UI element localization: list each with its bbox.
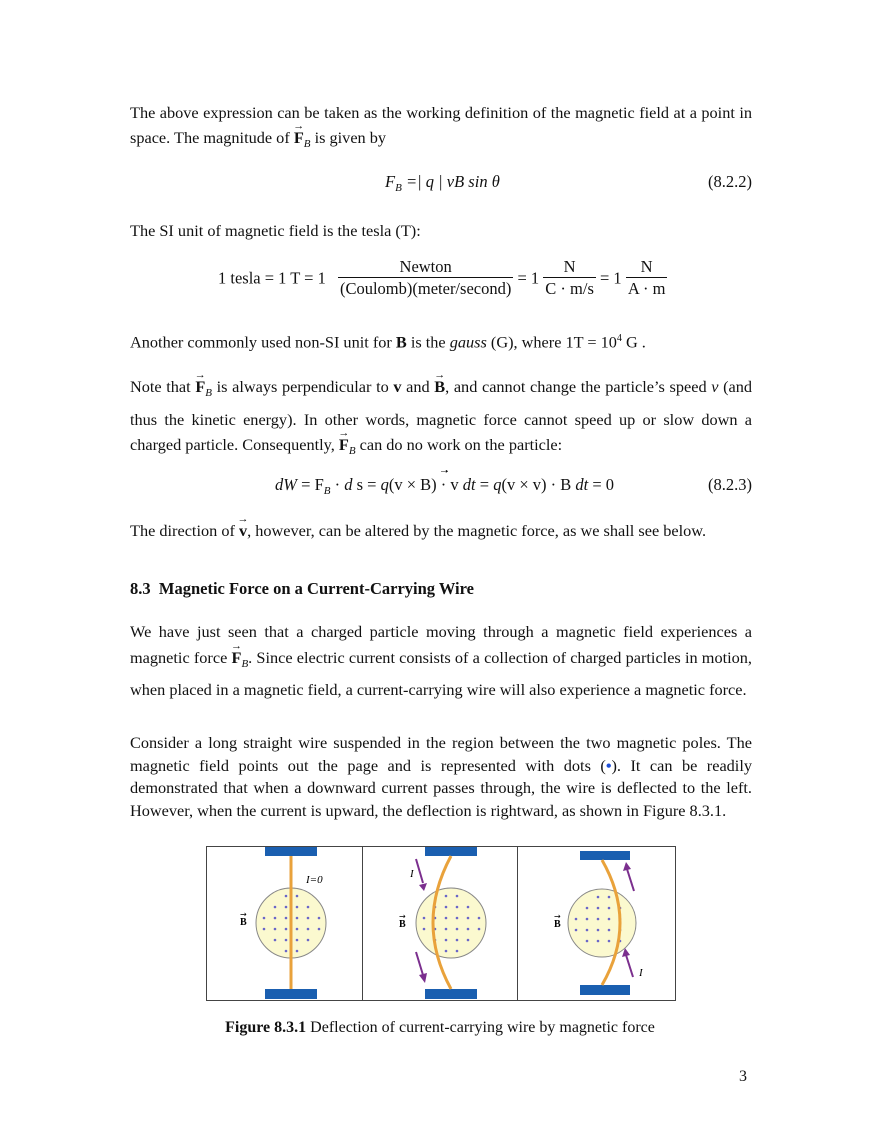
paragraph-direction: The direction of → v, however, can be altered by the magnetic force, as we shall see below.: [130, 518, 752, 543]
field-dot: [274, 928, 277, 931]
field-region: [416, 888, 486, 958]
figure-caption: Figure 8.3.1 Deflection of current-carrying wire by magnetic force: [225, 1019, 655, 1036]
field-dot: [456, 939, 459, 942]
field-dot: [467, 906, 470, 909]
equation-tesla: 1 tesla = 1 T = 1 $\frac{\text{Newton}}{\text{(Coulomb)(meter/second)}}$ = 1 $\frac{N}{C \cdot m/s}$ = 1 $\frac{N}{A \cdot m}$: [218, 257, 666, 298]
field-dot: [597, 907, 600, 910]
paragraph-definition: The above expression can be taken as the working definition of the magnetic field at a point in space. The magnitude of → $F_B$ is given by: [130, 100, 752, 157]
field-dot: [608, 940, 611, 943]
field-dot: [285, 950, 288, 953]
field-dot: [445, 928, 448, 931]
field-dot: [597, 918, 600, 921]
field-dot: [597, 896, 600, 899]
field-dot: [285, 906, 288, 909]
section-heading: 8.3 Magnetic Force on a Current-Carrying Wire: [130, 579, 474, 598]
field-dot: [285, 939, 288, 942]
field-vector-arrow: →: [240, 910, 247, 919]
field-dot: [274, 939, 277, 942]
magnet-pole-top: [580, 851, 630, 860]
field-dot: [478, 928, 481, 931]
page-number: 3: [739, 1068, 747, 1085]
panel-upward-current: [517, 847, 673, 1000]
current-arrow-top: [416, 859, 423, 883]
field-dot: [456, 950, 459, 953]
field-label: B: [240, 917, 247, 928]
field-dot: [318, 917, 321, 920]
field-dot: [597, 940, 600, 943]
field-region: [568, 889, 636, 957]
field-dot: [456, 895, 459, 898]
field-dot: [478, 917, 481, 920]
field-dot: [445, 950, 448, 953]
field-dot: [575, 918, 578, 921]
paragraph-perpendicular: Note that → $F_B$ is always perpendicular to v and → B, and cannot change the particle’s speed v (and thus the kinetic energy). In other words, magnetic force cannot speed up or slow down a charged particle. Consequently, → $F_B$ can do no work on the particle:: [130, 374, 752, 465]
field-dot: [456, 906, 459, 909]
field-label: B: [399, 919, 406, 930]
field-dot: [575, 929, 578, 932]
magnet-pole-bottom: [425, 989, 477, 999]
field-dot: [285, 895, 288, 898]
paragraph-si-unit: The SI unit of magnetic field is the tesla (T):: [130, 221, 421, 240]
field-dot: [456, 917, 459, 920]
current-arrow-top: [627, 869, 634, 891]
field-dot: [318, 928, 321, 931]
field-vector-arrow: →: [399, 912, 406, 921]
field-dot: [263, 917, 266, 920]
figure-8-3-1: [206, 846, 676, 1001]
field-dot: [263, 928, 266, 931]
current-label: I: [639, 967, 643, 979]
field-dot: [445, 895, 448, 898]
paragraph-wire-force: We have just seen that a charged particle moving through a magnetic field experiences a magnetic force → $F_B$. Since electric current consists of a collection of charged particles in motion, when placed in a magnetic field, a current-carrying wire will also experience a magnetic force.: [130, 619, 752, 703]
field-dot: [274, 906, 277, 909]
field-dot: [456, 928, 459, 931]
field-dot: [467, 928, 470, 931]
equation-number: (8.2.3): [708, 475, 752, 494]
field-dot: [445, 917, 448, 920]
field-dot: [296, 939, 299, 942]
field-dot: [586, 929, 589, 932]
field-dot: [296, 906, 299, 909]
field-dot: [608, 896, 611, 899]
current-arrow-bottom: [416, 952, 423, 975]
panel-downward-current: [362, 847, 518, 1000]
field-dot: [608, 918, 611, 921]
field-dot: [586, 907, 589, 910]
current-arrow-bottom: [626, 955, 633, 977]
field-vector-arrow: →: [554, 912, 561, 921]
field-dot: [608, 929, 611, 932]
field-dot: [586, 940, 589, 943]
field-dot: [307, 939, 310, 942]
magnet-pole-bottom: [265, 989, 317, 999]
field-dot: [423, 928, 426, 931]
vector-F: → F: [294, 125, 304, 150]
field-dot: [296, 928, 299, 931]
paragraph-experiment: Consider a long straight wire suspended in the region between the two magnetic poles. The magnetic field points out the page and is represented with dots (•). It can be readily demonstrated that when a downward current passes through, the wire is deflected to the left. However, when the current is upward, the deflection is rightward, as shown in Figure 8.3.1.: [130, 733, 752, 820]
field-dot: [285, 917, 288, 920]
current-label: I=0: [306, 874, 323, 886]
field-dot: [285, 928, 288, 931]
field-dot: [296, 917, 299, 920]
panel-no-current: [207, 847, 362, 1000]
field-dot: [467, 939, 470, 942]
field-dot: [307, 906, 310, 909]
field-dot: [597, 929, 600, 932]
magnet-pole-bottom: [580, 985, 630, 995]
equation-8-2-3: dW = → $F_B \cdot d \to s = q(\to v$ × → B) · → v dt = q(→ v × → v) · → B dt = 0 (8.2.3): [130, 475, 752, 505]
field-dot: [296, 895, 299, 898]
field-dot: [307, 928, 310, 931]
current-label: I: [410, 868, 414, 880]
field-dot: [296, 950, 299, 953]
magnet-pole-top: [265, 847, 317, 856]
field-dot: [307, 917, 310, 920]
equation-8-2-2: $F_B$ =| q | vB sin θ (8.2.2): [385, 172, 752, 194]
field-label: B: [554, 919, 561, 930]
field-dot: [445, 906, 448, 909]
field-dot: [467, 917, 470, 920]
paragraph-gauss: Another commonly used non-SI unit for B is the gauss (G), where $1T = 10^4$ G .: [130, 332, 646, 352]
field-dot: [445, 939, 448, 942]
field-dot: [274, 917, 277, 920]
field-dot: [586, 918, 589, 921]
equation-number: (8.2.2): [708, 172, 752, 191]
field-dot: [423, 917, 426, 920]
magnet-pole-top: [425, 847, 477, 856]
field-dot: [608, 907, 611, 910]
